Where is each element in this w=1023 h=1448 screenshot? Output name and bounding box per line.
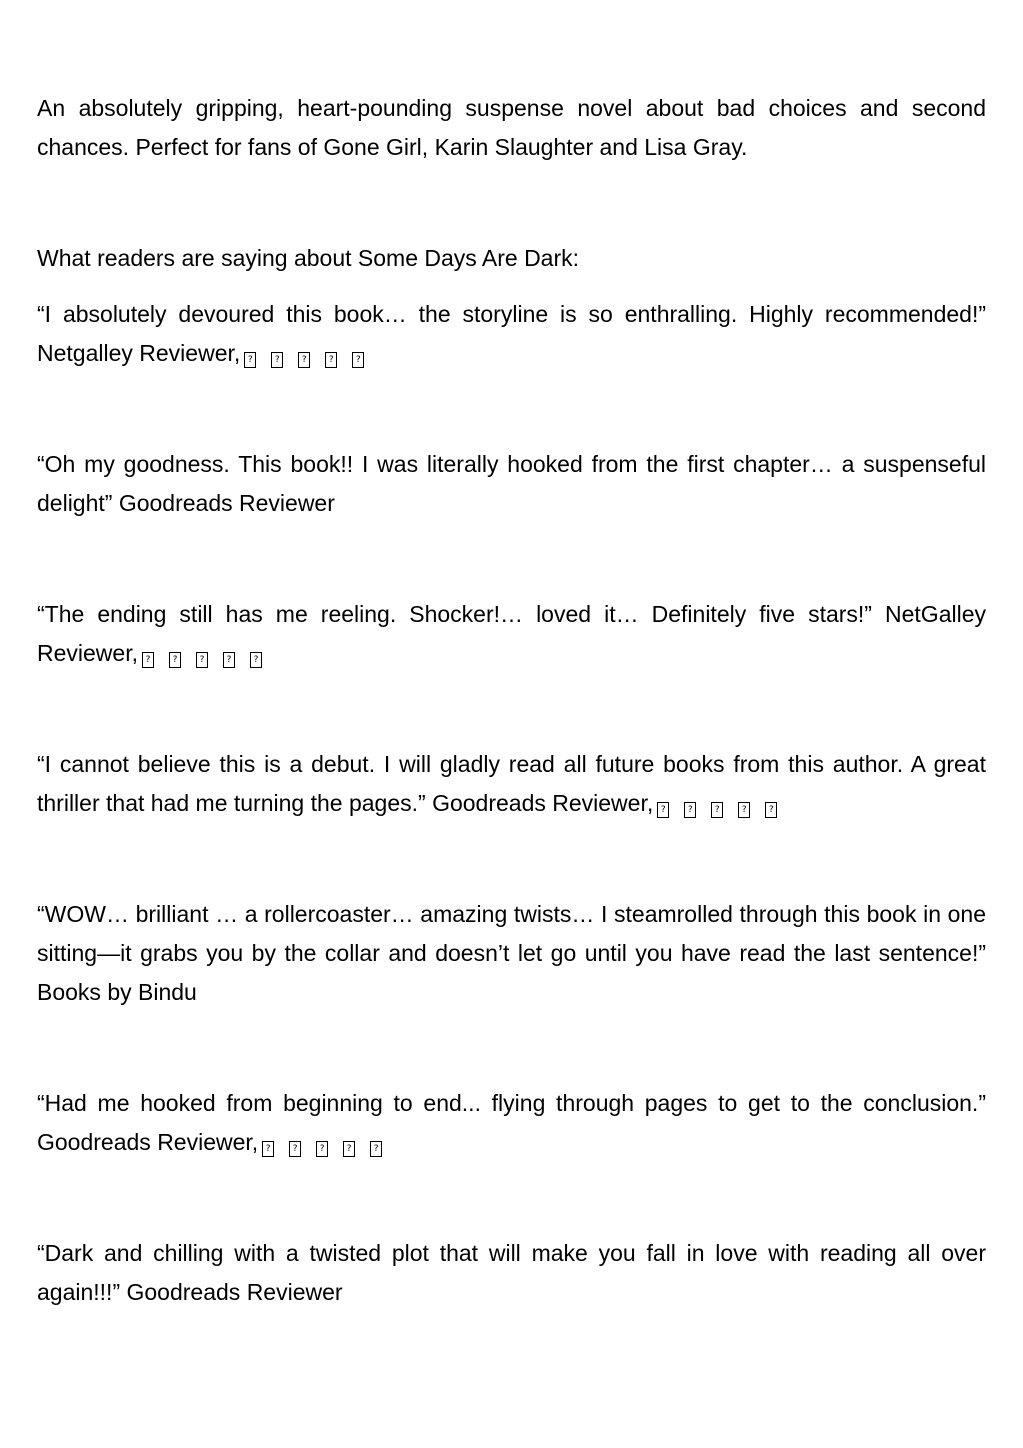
review-quote: “WOW… brilliant … a rollercoaster… amazing twists… I steamrolled through this book in one sitting—it grabs you by the collar and doesn’t let go until you have read the last sentence!” <box>37 901 986 966</box>
star-rating <box>142 634 277 673</box>
star-icon <box>289 1141 301 1157</box>
review-2 <box>37 445 986 523</box>
star-icon <box>343 1141 355 1157</box>
star-icon <box>262 1141 274 1157</box>
star-icon <box>244 352 256 368</box>
review-quote: “Oh my goodness. This book!! I was literally hooked from the first chapter… a suspenseful delight” <box>37 451 986 516</box>
star-icon <box>250 652 262 668</box>
star-icon <box>738 802 750 818</box>
star-rating <box>657 784 792 823</box>
review-3 <box>37 595 986 673</box>
star-icon <box>325 352 337 368</box>
review-1 <box>37 295 986 373</box>
review-quote: “Dark and chilling with a twisted plot that will make you fall in love with reading all over again!!!” <box>37 1240 986 1305</box>
review-source: NetGalley Reviewer, <box>37 601 986 666</box>
star-icon <box>271 352 283 368</box>
intro-paragraph: An absolutely gripping, heart-pounding suspense novel about bad choices and second chances. Perfect for fans of Gone Girl, Karin Slaughter and Lisa Gray. <box>37 95 986 160</box>
star-icon <box>223 652 235 668</box>
review-source: Netgalley Reviewer, <box>37 340 241 366</box>
review-quote: “I cannot believe this is a debut. I will gladly read all future books from this author. A great thriller that had me turning the pages.” <box>37 751 986 816</box>
star-icon <box>142 652 154 668</box>
star-icon <box>169 652 181 668</box>
review-6 <box>37 1084 986 1162</box>
review-4 <box>37 745 986 823</box>
review-7 <box>37 1234 986 1312</box>
review-source: Books by Bindu <box>37 979 197 1005</box>
star-icon <box>298 352 310 368</box>
review-quote: “Had me hooked from beginning to end... flying through pages to get to the conclusion.” <box>37 1090 986 1116</box>
review-5 <box>37 895 986 1012</box>
review-quote: “The ending still has me reeling. Shocker!… loved it… Definitely five stars!” <box>37 601 872 627</box>
review-source: Goodreads Reviewer, <box>37 1129 259 1155</box>
review-quote: “I absolutely devoured this book… the storyline is so enthralling. Highly recommended!” <box>37 301 986 327</box>
review-source: Goodreads Reviewer <box>126 1279 343 1305</box>
star-icon <box>370 1141 382 1157</box>
star-rating <box>244 334 379 373</box>
readers-heading: What readers are saying about Some Days Are Dark: <box>37 245 580 271</box>
star-icon <box>765 802 777 818</box>
star-icon <box>711 802 723 818</box>
star-icon <box>316 1141 328 1157</box>
star-rating <box>262 1123 397 1162</box>
star-icon <box>657 802 669 818</box>
review-source: Goodreads Reviewer <box>118 490 335 516</box>
review-source: Goodreads Reviewer, <box>432 790 654 816</box>
star-icon <box>352 352 364 368</box>
star-icon <box>684 802 696 818</box>
document-page <box>37 89 986 1312</box>
star-icon <box>196 652 208 668</box>
